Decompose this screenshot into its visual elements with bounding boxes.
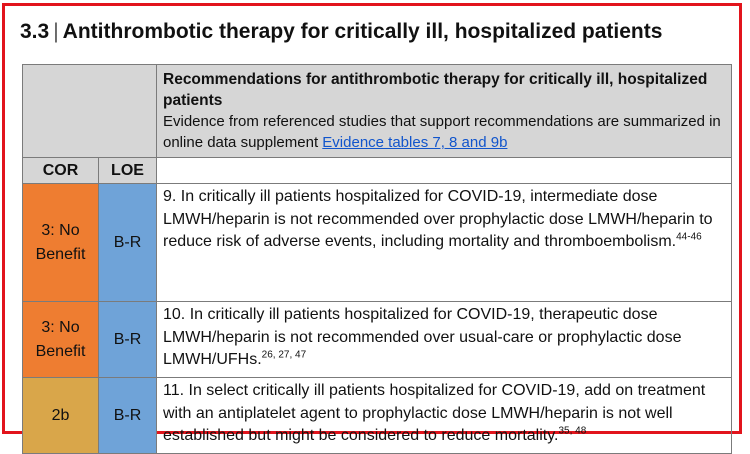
table-title-cell: [157, 65, 732, 158]
loe-cell: B-R: [99, 184, 157, 302]
recommendation-refs: 44-46: [676, 231, 702, 243]
subtitle-text: Evidence from referenced studies that support recommendations are summarized in online data supplement: [163, 113, 721, 151]
recommendation-cell: [157, 184, 732, 302]
cor-cell: 3: No Benefit: [23, 184, 99, 302]
recommendation-refs: 26, 27, 47: [261, 349, 307, 361]
evidence-tables-link[interactable]: Evidence tables 7, 8 and 9b: [322, 134, 508, 151]
column-header-row: [23, 158, 732, 184]
recommendations-table: [22, 64, 732, 454]
cor-cell: 3: No Benefit: [23, 302, 99, 378]
section-heading: [20, 20, 662, 44]
recommendation-cell: [157, 378, 732, 454]
loe-cell: B-R: [99, 378, 157, 454]
cor-column-header: COR: [23, 158, 99, 184]
section-number: 3.3: [20, 20, 50, 43]
table-title: Recommendations for antithrombotic therapy for critically ill, hospitalized patients: [163, 71, 708, 109]
recommendation-text: 11. In select critically ill patients hospitalized for COVID-19, add on treatment with an antiplatelet agent to prophylactic dose LMWH/heparin is not well established but might be considered to reduce mortality.: [163, 382, 706, 444]
corner-cell: [23, 65, 157, 158]
recommendation-cell: [157, 302, 732, 378]
recommendation-text: 9. In critically ill patients hospitalized for COVID-19, intermediate dose LMWH/heparin is not recommended over prophylactic dose LMWH/heparin to reduce risk of adverse events, including mortality and thromboembolism.: [163, 188, 713, 250]
table-title-row: [23, 65, 732, 158]
recommendation-refs: 35, 48: [558, 425, 587, 437]
table-row: [23, 378, 732, 454]
table-row: [23, 302, 732, 378]
loe-column-header: LOE: [99, 158, 157, 184]
table-row: [23, 184, 732, 302]
section-separator: |: [53, 20, 59, 43]
table-subtitle: [163, 111, 725, 153]
cor-cell: 2b: [23, 378, 99, 454]
section-title: Antithrombotic therapy for critically ill, hospitalized patients: [62, 20, 663, 43]
recommendation-text: 10. In critically ill patients hospitalized for COVID-19, therapeutic dose LMWH/heparin is not recommended over usual-care or prophylactic dose LMWH/UFHs.: [163, 306, 682, 368]
header-blank-cell: [157, 158, 732, 184]
loe-cell: B-R: [99, 302, 157, 378]
